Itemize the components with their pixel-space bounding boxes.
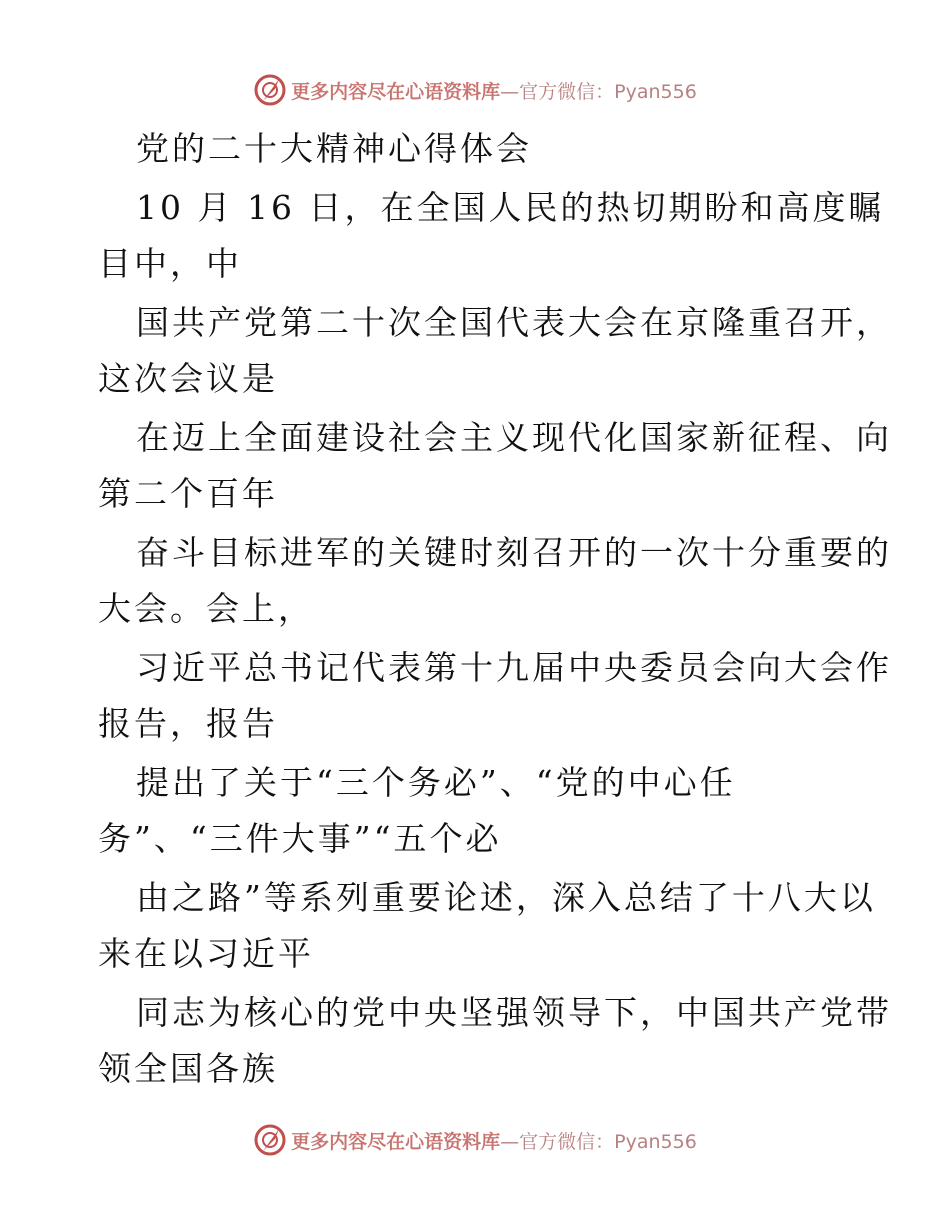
text-line: 10 月 16 日，在全国人民的热切期盼和高度瞩 — [136, 188, 885, 227]
footer-watermark — [0, 1120, 950, 1160]
text-line: 大会。会上， — [98, 589, 314, 628]
watermark-main-text: 更多内容尽在心语资料库 — [291, 1130, 501, 1153]
watermark-sub-text: —官方微信：Pyan556 — [500, 1130, 697, 1153]
text-line: 目中，中 — [98, 244, 242, 283]
watermark-sub-text: —官方微信：Pyan556 — [500, 80, 697, 103]
text-line: 奋斗目标进军的关键时刻召开的一次十分重要的 — [136, 533, 892, 572]
text-line: 这次会议是 — [98, 359, 278, 398]
text-line: 领全国各族 — [98, 1049, 278, 1088]
text-line: 务”、“三件大事”“五个必 — [98, 819, 502, 858]
feather-seal-icon — [253, 1123, 287, 1157]
document-body — [98, 121, 892, 1097]
text-line: 国共产党第二十次全国代表大会在京隆重召开， — [136, 303, 892, 342]
text-line: 由之路”等系列重要论述，深入总结了十八大以 — [136, 878, 876, 917]
text-line: 来在以习近平 — [98, 934, 314, 973]
watermark-text — [291, 1127, 697, 1154]
text-line: 报告，报告 — [98, 704, 278, 743]
feather-seal-icon — [253, 73, 287, 107]
document-title: 党的二十大精神心得体会 — [136, 129, 532, 168]
header-watermark — [0, 70, 950, 110]
text-line: 提出了关于“三个务必”、“党的中心任 — [136, 763, 736, 802]
text-line: 第二个百年 — [98, 474, 278, 513]
text-line: 习近平总书记代表第十九届中央委员会向大会作 — [136, 648, 892, 687]
watermark-text — [291, 77, 697, 104]
watermark-main-text: 更多内容尽在心语资料库 — [291, 80, 501, 103]
text-line: 在迈上全面建设社会主义现代化国家新征程、向 — [136, 418, 892, 457]
text-line: 同志为核心的党中央坚强领导下，中国共产党带 — [136, 993, 892, 1032]
